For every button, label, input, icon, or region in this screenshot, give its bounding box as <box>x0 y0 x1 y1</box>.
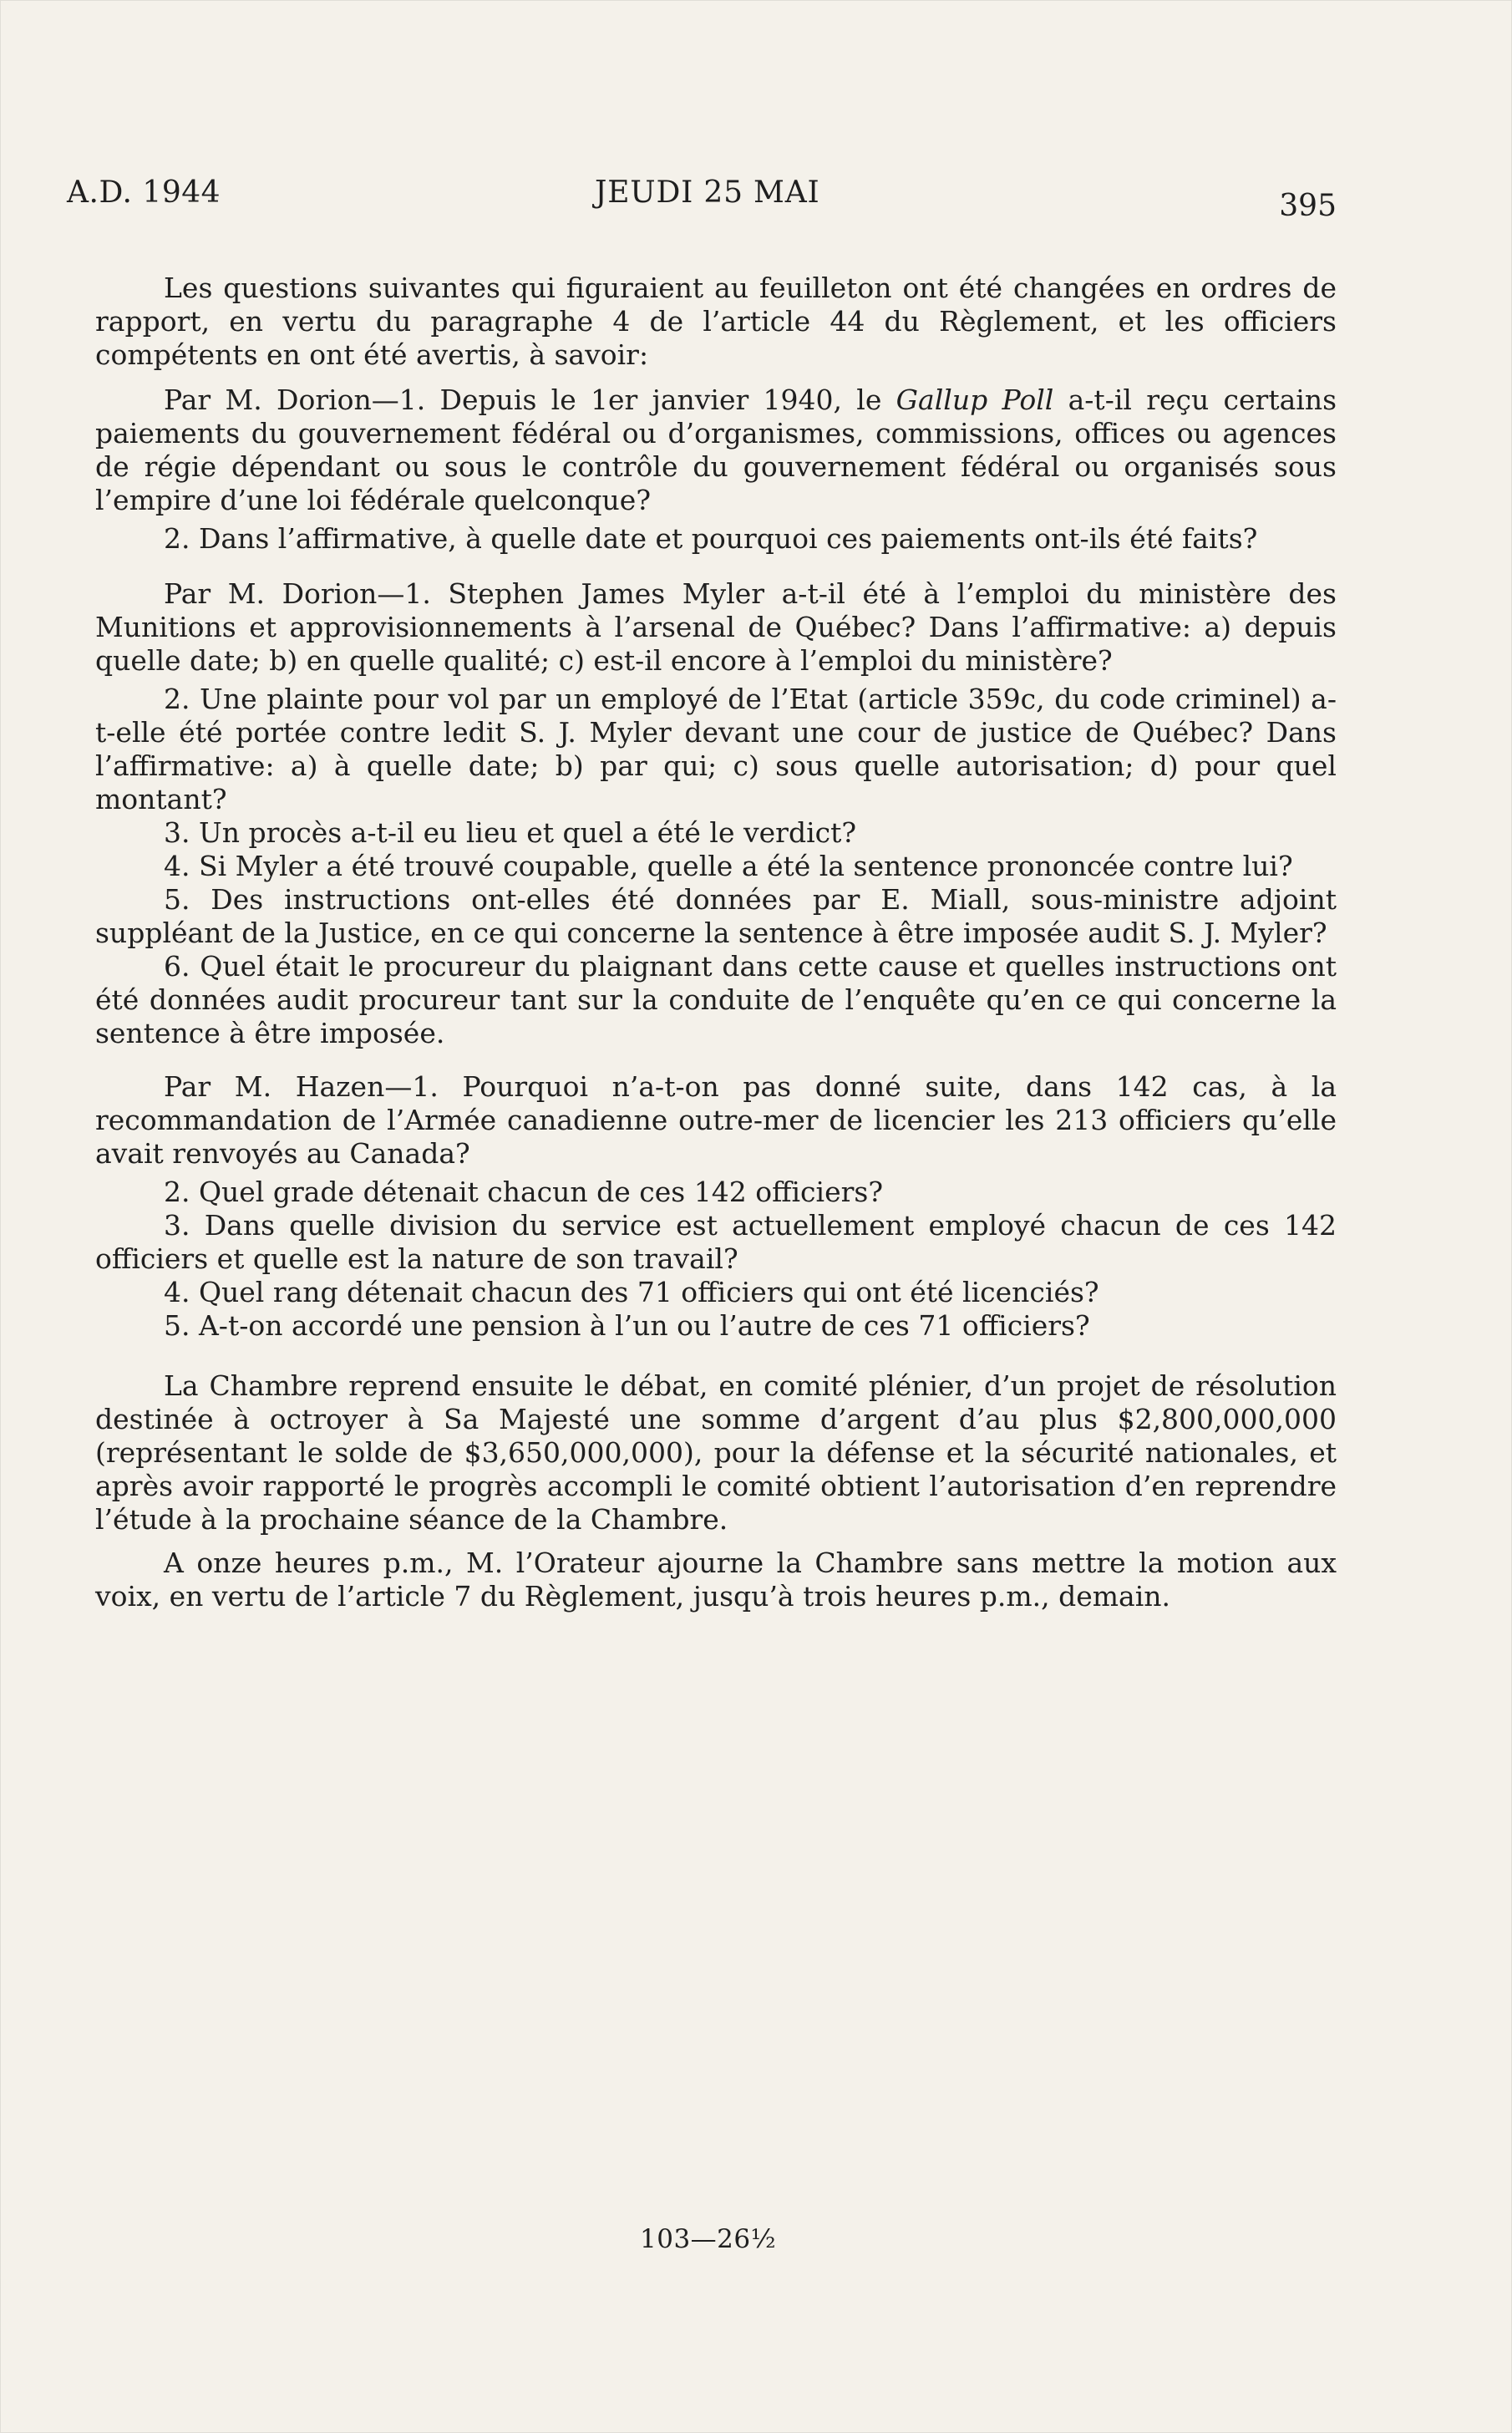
page-header <box>67 175 1337 226</box>
question-dorion-1-tail: a-t-il reçu certains paiements du gouvernement fédéral ou d’organismes, commissions, offices ou agences de régie dépendant ou sous le contrôle du gouvernement fédéral ou organisés sous l’empire d’une loi fédérale quelconque? <box>95 383 1337 516</box>
debate-paragraph: La Chambre reprend ensuite le débat, en comité plénier, d’un projet de résolution destinée à octroyer à Sa Majesté une somme d’argent d’au plus $2,800,000,000 (représentant le solde de $3,650,000,000), pour la défense et la sécurité nationales, et après avoir rapporté le progrès accompli le comité obtient l’autorisation d’en reprendre l’étude à la prochaine séance de la Chambre. <box>95 1369 1337 1536</box>
intro-paragraph: Les questions suivantes qui figuraient au feuilleton ont été changées en ordres de rapport, en vertu du paragraphe 4 de l’article 44 du Règlement, et les officiers compétents en ont été avertis, à savoir: <box>95 272 1337 371</box>
footer-code: 103—26½ <box>640 2224 777 2254</box>
document-body <box>95 272 1337 1901</box>
question-dorion-myler-4: 4. Si Myler a été trouvé coupable, quelle a été la sentence prononcée contre lui? <box>164 850 1293 882</box>
question-dorion-myler-6: 6. Quel était le procureur du plaignant dans cette cause et quelles instructions ont été données audit procureur tant sur la conduite de l’enquête qu’en ce qui concerne la sentence à être imposée. <box>95 950 1337 1049</box>
question-block-hazen <box>95 1070 1337 1343</box>
question-dorion-myler-3: 3. Un procès a-t-il eu lieu et quel a été le verdict? <box>164 816 857 849</box>
header-day: JEUDI 25 MAI <box>595 175 820 210</box>
page-number: 395 <box>1279 189 1337 223</box>
question-dorion-1-part-2: 2. Dans l’affirmative, à quelle date et pourquoi ces paiements ont-ils été faits? <box>164 522 1258 555</box>
question-dorion-1 <box>95 383 1337 517</box>
question-hazen-3: 3. Dans quelle division du service est actuellement employé chacun de ces 142 officiers et quelle est la nature de son travail? <box>95 1209 1337 1275</box>
question-hazen-4: 4. Quel rang détenait chacun des 71 officiers qui ont été licenciés? <box>164 1276 1099 1308</box>
question-dorion-1-prefix: Par M. Dorion—1. Depuis le 1er janvier 1940, le <box>164 383 896 416</box>
question-block-dorion-gallup <box>95 383 1337 556</box>
question-dorion-myler-2: 2. Une plainte pour vol par un employé de l’Etat (article 359c, du code criminel) a-t-elle été portée contre ledit S. J. Myler devant une cour de justice de Québec? Dans l’affirmative: a) à quelle date; b) par qui; c) sous quelle autorisation; d) pour quel montant? <box>95 683 1337 815</box>
question-hazen-5: 5. A-t-on accordé une pension à l’un ou l’autre de ces 71 officiers? <box>164 1309 1090 1342</box>
header-date: A.D. 1944 <box>67 175 221 210</box>
adjournment-paragraph: A onze heures p.m., M. l’Orateur ajourne la Chambre sans mettre la motion aux voix, en vertu de l’article 7 du Règlement, jusqu’à trois heures p.m., demain. <box>95 1547 1337 1613</box>
question-hazen-1: Par M. Hazen—1. Pourquoi n’a-t-on pas donné suite, dans 142 cas, à la recommandation de l’Armée canadienne outre-mer de licencier les 213 officiers qu’elle avait renvoyés au Canada? <box>95 1070 1337 1170</box>
question-hazen-2: 2. Quel grade détenait chacun de ces 142 officiers? <box>164 1176 884 1208</box>
question-block-dorion-myler <box>95 577 1337 1050</box>
question-dorion-myler-5: 5. Des instructions ont-elles été données par E. Miall, sous-ministre adjoint suppléant de la Justice, en ce qui concerne la sentence à être imposée audit S. J. Myler? <box>95 883 1337 949</box>
gallup-poll-text: Gallup Poll <box>896 383 1054 416</box>
question-dorion-myler-1: Par M. Dorion—1. Stephen James Myler a-t-il été à l’emploi du ministère des Munitions et approvisionnements à l’arsenal de Québec? Dans l’affirmative: a) depuis quelle date; b) en quelle qualité; c) est-il encore à l’emploi du ministère? <box>95 577 1337 677</box>
